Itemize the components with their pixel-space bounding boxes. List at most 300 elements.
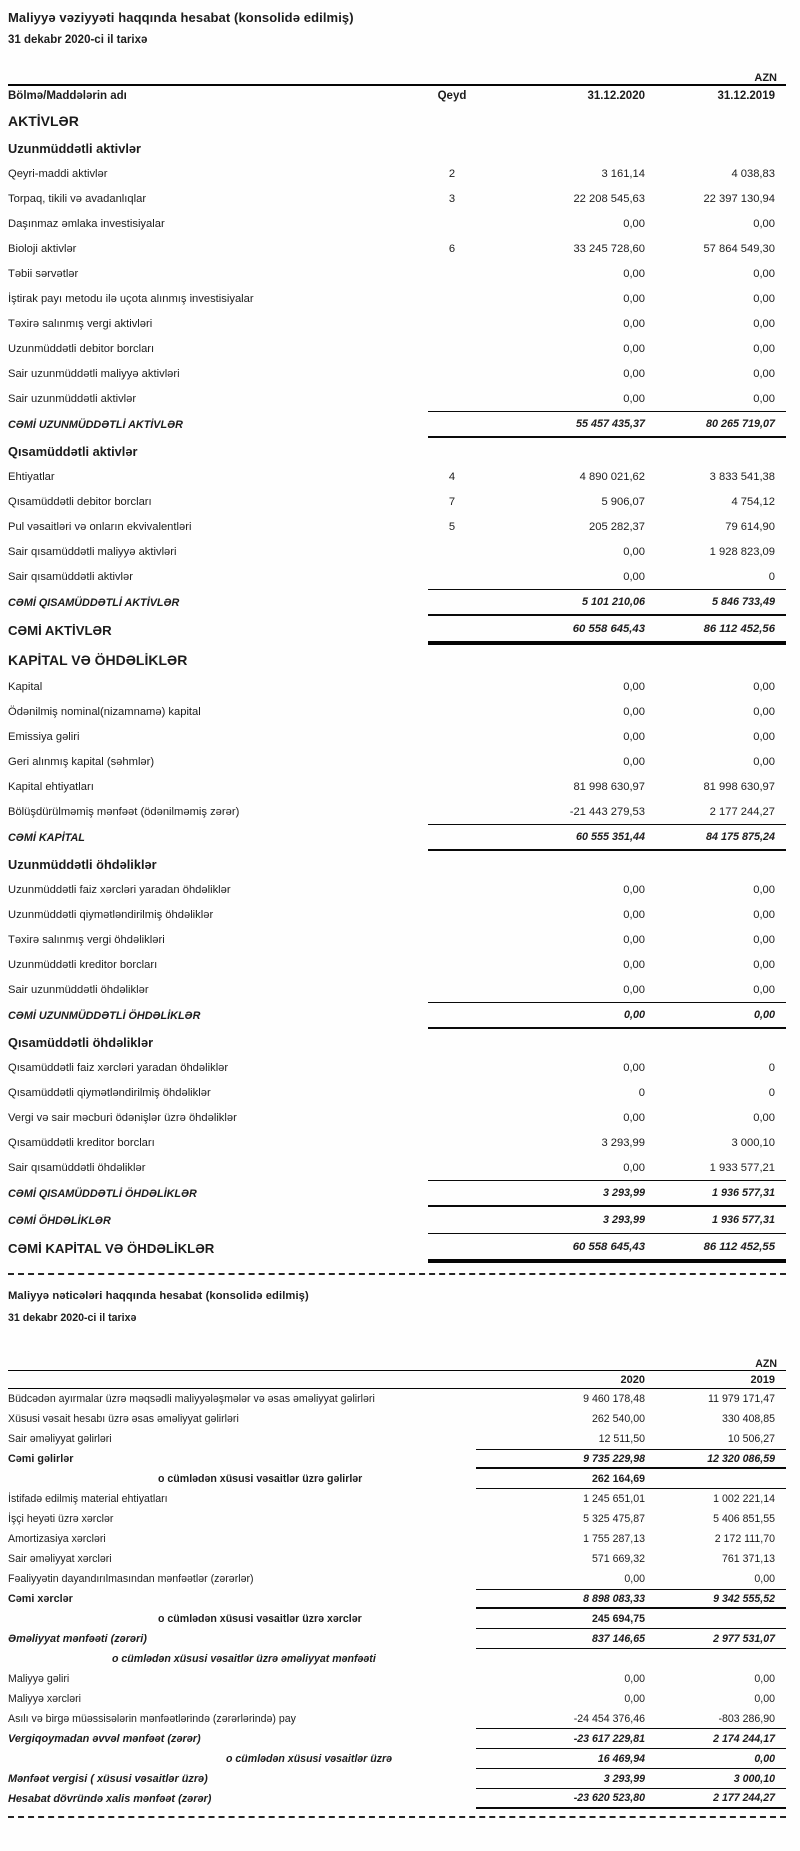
value-2020: 22 208 545,63 xyxy=(573,192,645,205)
table-row xyxy=(8,186,786,211)
row-values xyxy=(428,438,786,464)
row-label: Sair qısamüddətli maliyyə aktivləri xyxy=(8,545,177,558)
row-values xyxy=(428,902,786,927)
row-label: Kapital xyxy=(8,680,43,693)
page-end-divider-dashed xyxy=(8,1816,786,1818)
row-label: Amortizasiya xərcləri xyxy=(8,1533,106,1545)
row-label: Uzunmüddətli faiz xərcləri yaradan öhdəliklər xyxy=(8,883,231,896)
value-2020: 3 293,99 xyxy=(603,1772,645,1785)
table-row xyxy=(8,311,786,336)
table-row xyxy=(8,1729,786,1749)
table-row xyxy=(8,539,786,564)
value-2019: 3 000,10 xyxy=(731,1136,775,1149)
table-row xyxy=(8,1029,786,1055)
row-label: Vergiqoymadan əvvəl mənfəət (zərər) xyxy=(8,1733,201,1745)
row-label: AKTİVLƏR xyxy=(8,112,79,129)
value-2020: 60 558 645,43 xyxy=(572,622,645,635)
table-row xyxy=(8,564,786,589)
table-row xyxy=(8,514,786,539)
value-2020: 3 293,99 xyxy=(602,1214,645,1226)
row-values xyxy=(428,645,786,674)
row-label: CƏMİ UZUNMÜDDƏTLİ AKTİVLƏR xyxy=(8,418,183,431)
row-label: o cümlədən xüsusi vəsaitlər üzrə gəlirlər xyxy=(158,1473,363,1485)
row-label: Uzunmüddətli aktivlər xyxy=(8,140,141,156)
table-row xyxy=(8,1749,786,1769)
value-2020: 16 469,94 xyxy=(597,1752,645,1765)
row-values xyxy=(476,1469,786,1489)
row-label: Uzunmüddətli qiymətləndirilmiş öhdəliklər xyxy=(8,908,214,921)
value-2019: 57 864 549,30 xyxy=(703,242,775,255)
table-row xyxy=(8,1130,786,1155)
table-row xyxy=(8,286,786,311)
note-value: 2 xyxy=(448,167,456,180)
value-2019: 0,00 xyxy=(753,1111,775,1124)
table-row xyxy=(8,699,786,724)
row-label: Torpaq, tikili və avadanlıqlar xyxy=(8,192,147,205)
value-2019: 79 614,90 xyxy=(725,520,775,533)
row-label: Cəmi xərclər xyxy=(8,1593,73,1605)
row-label: o cümlədən xüsusi vəsaitlər üzrə əməliyyat mənfəəti xyxy=(112,1653,376,1665)
value-2019: 80 265 719,07 xyxy=(705,418,775,430)
row-values xyxy=(428,261,786,286)
row-values xyxy=(428,1080,786,1105)
value-2020: 262 164,69 xyxy=(591,1472,645,1485)
value-2020: -23 620 523,80 xyxy=(573,1792,645,1804)
income-statement-date: 31 dekabr 2020-ci il tarixə xyxy=(8,1312,137,1324)
column-header-values xyxy=(428,86,786,106)
row-label: Uzunmüddətli kreditor borcları xyxy=(8,958,158,971)
row-label: İstifadə edilmiş material ehtiyatları xyxy=(8,1493,168,1505)
row-values xyxy=(476,1709,786,1729)
value-2019: 0,00 xyxy=(753,883,775,896)
row-label: Təxirə salınmış vergi öhdəlikləri xyxy=(8,933,165,946)
column-header-2019: 31.12.2019 xyxy=(717,90,775,102)
row-values xyxy=(476,1609,786,1629)
table-row xyxy=(8,927,786,952)
value-2019: 0,00 xyxy=(754,1693,775,1705)
table-row xyxy=(8,1529,786,1549)
value-2020: 0,00 xyxy=(623,705,645,718)
row-values xyxy=(428,977,786,1002)
row-label: Asılı və birgə müəssisələrin mənfəətlərində (zərərlərində) pay xyxy=(8,1713,296,1725)
value-2019: 0,00 xyxy=(753,317,775,330)
value-2019: 10 506,27 xyxy=(727,1433,775,1445)
row-values xyxy=(476,1569,786,1589)
value-2019: 1 936 577,31 xyxy=(711,1214,775,1226)
row-values xyxy=(476,1769,786,1789)
row-values xyxy=(428,361,786,386)
row-label: Qısamüddətli qiymətləndirilmiş öhdəliklər xyxy=(8,1086,211,1099)
row-label: Qısamüddətli faiz xərcləri yaradan öhdəliklər xyxy=(8,1061,229,1074)
value-2020: 5 101 210,06 xyxy=(581,596,645,608)
row-label: o cümlədən xüsusi vəsaitlər üzrə xyxy=(226,1753,393,1765)
value-2020: 0,00 xyxy=(623,267,645,280)
row-values xyxy=(428,135,786,161)
table-row xyxy=(8,1180,786,1207)
value-2019: 22 397 130,94 xyxy=(703,192,775,205)
value-2020: 12 511,50 xyxy=(598,1433,645,1445)
value-2020: 0,00 xyxy=(623,933,645,946)
row-label: Cəmi gəlirlər xyxy=(8,1453,74,1465)
row-values xyxy=(428,927,786,952)
row-values xyxy=(428,386,786,411)
row-label: Bölüşdürülməmiş mənfəət (ödənilməmiş zərər) xyxy=(8,805,240,818)
value-2020: 0,00 xyxy=(623,983,645,996)
row-values xyxy=(476,1509,786,1529)
value-2019: 0,00 xyxy=(753,755,775,768)
currency-label: AZN xyxy=(754,72,777,84)
row-label: Uzunmüddətli öhdəliklər xyxy=(8,856,157,872)
table-row xyxy=(8,1055,786,1080)
table-row xyxy=(8,616,786,645)
value-2019: 11 979 171,47 xyxy=(708,1393,775,1405)
value-2019: 761 371,13 xyxy=(721,1553,775,1565)
row-values xyxy=(428,411,786,438)
row-values xyxy=(428,1155,786,1180)
row-values xyxy=(476,1489,786,1509)
row-values xyxy=(428,1234,786,1263)
value-2019: 4 038,83 xyxy=(731,167,775,180)
table-row xyxy=(8,336,786,361)
table-row xyxy=(8,386,786,411)
row-values xyxy=(428,514,786,539)
row-values xyxy=(428,1055,786,1080)
row-values xyxy=(428,749,786,774)
value-2019: 2 977 531,07 xyxy=(713,1632,775,1645)
table-row xyxy=(8,1589,786,1609)
value-2019: 86 112 452,56 xyxy=(703,622,775,635)
row-label: Sair əməliyyat gəlirləri xyxy=(8,1433,112,1445)
value-2019: 0,00 xyxy=(753,933,775,946)
value-2020: 0,00 xyxy=(623,958,645,971)
value-2020: 0,00 xyxy=(623,883,645,896)
column-header-2019: 2019 xyxy=(750,1373,775,1386)
value-2020: 0,00 xyxy=(623,1009,645,1021)
table-row xyxy=(8,1207,786,1234)
table-row xyxy=(8,438,786,464)
income-statement xyxy=(8,1290,786,1809)
row-values xyxy=(476,1389,786,1409)
value-2020: 81 998 630,97 xyxy=(573,780,645,793)
row-values xyxy=(476,1689,786,1709)
value-2020: 0,00 xyxy=(623,317,645,330)
row-values xyxy=(428,699,786,724)
value-2020: 55 457 435,37 xyxy=(575,418,645,430)
table-row xyxy=(8,1629,786,1649)
value-2019: 3 833 541,38 xyxy=(709,470,775,483)
row-values xyxy=(476,1729,786,1749)
value-2020: 8 898 083,33 xyxy=(583,1592,645,1605)
value-2019: 2 177 244,27 xyxy=(713,1792,775,1804)
row-label: Vergi və sair məcburi ödənişlər üzrə öhdəliklər xyxy=(8,1111,237,1124)
value-2019: 0,00 xyxy=(753,217,775,230)
value-2019: 0,00 xyxy=(753,680,775,693)
value-2020: 0,00 xyxy=(623,570,645,583)
section-divider-dashed xyxy=(8,1273,786,1275)
row-values xyxy=(428,211,786,236)
row-label: Sair uzunmüddətli aktivlər xyxy=(8,392,137,405)
value-2020: 0,00 xyxy=(623,545,645,558)
row-values xyxy=(428,1207,786,1234)
row-label: o cümlədən xüsusi vəsaitlər üzrə xərclər xyxy=(158,1613,362,1625)
table-row xyxy=(8,1002,786,1029)
table-row xyxy=(8,1509,786,1529)
value-2020: 5 906,07 xyxy=(601,495,645,508)
table-row xyxy=(8,211,786,236)
value-2020: 0,00 xyxy=(623,367,645,380)
table-row xyxy=(8,1234,786,1263)
row-label: Təxirə salınmış vergi aktivləri xyxy=(8,317,153,330)
row-label: Qısamüddətli kreditor borcları xyxy=(8,1136,155,1149)
value-2019: 0,00 xyxy=(753,908,775,921)
table-row xyxy=(8,464,786,489)
value-2019: 2 172 111,70 xyxy=(714,1533,775,1545)
table-row xyxy=(8,1389,786,1409)
table-row xyxy=(8,1709,786,1729)
value-2020: 0,00 xyxy=(623,217,645,230)
table-row xyxy=(8,1669,786,1689)
row-label: İştirak payı metodu ilə uçota alınmış investisiyalar xyxy=(8,292,254,305)
value-2020: 0,00 xyxy=(623,392,645,405)
row-values xyxy=(476,1549,786,1569)
note-value: 6 xyxy=(448,242,456,255)
value-2020: 0,00 xyxy=(624,1693,645,1705)
row-label: Əməliyyat mənfəəti (zərəri) xyxy=(8,1633,147,1645)
value-2019: 0,00 xyxy=(753,392,775,405)
value-2020: 0,00 xyxy=(623,1061,645,1074)
value-2020: 262 540,00 xyxy=(591,1413,645,1425)
value-2020: 0,00 xyxy=(623,680,645,693)
row-values xyxy=(428,674,786,699)
value-2020: 0,00 xyxy=(623,1161,645,1174)
table-row xyxy=(8,1549,786,1569)
value-2020: -23 617 229,81 xyxy=(573,1732,645,1745)
row-label: CƏMİ KAPİTAL xyxy=(8,831,85,844)
row-values xyxy=(476,1749,786,1769)
row-values xyxy=(428,161,786,186)
value-2019: 84 175 875,24 xyxy=(705,831,775,843)
table-row xyxy=(8,1155,786,1180)
note-value: 4 xyxy=(448,470,456,483)
table-row xyxy=(8,1409,786,1429)
table-row xyxy=(8,902,786,927)
row-values xyxy=(428,1105,786,1130)
row-label: Büdcədən ayırmalar üzrə məqsədli maliyyələşmələr və əsas əməliyyat gəlirləri xyxy=(8,1393,375,1405)
row-label: Bioloji aktivlər xyxy=(8,242,77,255)
table-row xyxy=(8,135,786,161)
row-values xyxy=(428,589,786,616)
value-2019: 0,00 xyxy=(753,367,775,380)
table-row xyxy=(8,952,786,977)
value-2019: 0 xyxy=(768,1086,775,1099)
value-2019: 0,00 xyxy=(754,1673,775,1685)
row-label: Sair uzunmüddətli maliyyə aktivləri xyxy=(8,367,180,380)
value-2020: 0,00 xyxy=(623,730,645,743)
table-row xyxy=(8,411,786,438)
row-values xyxy=(428,539,786,564)
row-values xyxy=(476,1789,786,1809)
value-2019: 0,00 xyxy=(753,1009,775,1021)
row-label: Mənfəət vergisi ( xüsusi vəsaitlər üzrə) xyxy=(8,1773,208,1785)
row-label: CƏMİ UZUNMÜDDƏTLİ ÖHDƏLİKLƏR xyxy=(8,1009,201,1022)
row-label: Sair qısamüddətli öhdəliklər xyxy=(8,1161,146,1174)
row-label: Fəaliyyətin dayandırılmasından mənfəətlər (zərərlər) xyxy=(8,1573,254,1585)
row-values xyxy=(428,774,786,799)
value-2020: 0,00 xyxy=(623,292,645,305)
row-values xyxy=(428,851,786,877)
table-row xyxy=(8,674,786,699)
value-2019: 330 408,85 xyxy=(721,1413,775,1425)
row-label: Pul vəsaitləri və onların ekvivalentləri xyxy=(8,520,192,533)
row-label: Emissiya gəliri xyxy=(8,730,80,743)
value-2020: 0 xyxy=(638,1086,645,1099)
row-label: Maliyyə xərcləri xyxy=(8,1693,81,1705)
value-2020: 0,00 xyxy=(623,908,645,921)
row-values xyxy=(476,1529,786,1549)
value-2019: 0,00 xyxy=(753,958,775,971)
column-header-2020: 2020 xyxy=(620,1373,645,1386)
value-2019: 12 320 086,59 xyxy=(707,1452,775,1465)
row-label: Hesabat dövründə xalis mənfəət (zərər) xyxy=(8,1793,212,1805)
row-label: Geri alınmış kapital (səhmlər) xyxy=(8,755,155,768)
value-2019: 2 174 244,17 xyxy=(713,1732,775,1745)
row-values xyxy=(428,311,786,336)
row-values xyxy=(428,1002,786,1029)
table-row xyxy=(8,799,786,824)
value-2020: 245 694,75 xyxy=(591,1612,645,1625)
row-values xyxy=(476,1649,786,1669)
row-label: İşçi heyəti üzrə xərclər xyxy=(8,1513,114,1525)
value-2020: 0,00 xyxy=(623,1111,645,1124)
table-row xyxy=(8,774,786,799)
row-label: Qısamüddətli öhdəliklər xyxy=(8,1034,154,1050)
row-values xyxy=(476,1449,786,1469)
value-2019: 9 342 555,52 xyxy=(713,1592,775,1605)
row-values xyxy=(476,1669,786,1689)
row-values xyxy=(428,236,786,261)
row-label: CƏMİ KAPİTAL VƏ ÖHDƏLİKLƏR xyxy=(8,1241,215,1256)
note-value: 3 xyxy=(448,192,456,205)
row-values xyxy=(428,824,786,851)
table-row xyxy=(8,1489,786,1509)
value-2020: 3 293,99 xyxy=(601,1136,645,1149)
row-values xyxy=(476,1409,786,1429)
table-row xyxy=(8,1769,786,1789)
row-values xyxy=(428,489,786,514)
table-row xyxy=(8,1449,786,1469)
row-values xyxy=(428,336,786,361)
row-label: CƏMİ AKTİVLƏR xyxy=(8,623,112,638)
row-label: Ehtiyatlar xyxy=(8,470,55,483)
value-2020: 205 282,37 xyxy=(589,520,645,533)
row-label: Daşınmaz əmlaka investisiyalar xyxy=(8,217,165,230)
table-row xyxy=(8,645,786,674)
row-values xyxy=(428,186,786,211)
row-label: CƏMİ QISAMÜDDƏTLİ ÖHDƏLİKLƏR xyxy=(8,1187,197,1200)
row-label: Qeyri-maddi aktivlər xyxy=(8,167,108,180)
table-row xyxy=(8,851,786,877)
value-2019: 2 177 244,27 xyxy=(709,805,775,818)
income-statement-rows xyxy=(8,1389,786,1809)
value-2019: 0,00 xyxy=(753,292,775,305)
column-header-2020: 31.12.2020 xyxy=(587,90,645,102)
value-2020: 4 890 021,62 xyxy=(579,470,645,483)
table-row xyxy=(8,489,786,514)
row-values xyxy=(428,1029,786,1055)
row-label: Qısamüddətli aktivlər xyxy=(8,443,138,459)
note-value: 5 xyxy=(448,520,456,533)
value-2019: 1 933 577,21 xyxy=(709,1161,775,1174)
table-row xyxy=(8,1469,786,1489)
row-label: CƏMİ ÖHDƏLİKLƏR xyxy=(8,1214,111,1227)
table-row xyxy=(8,1689,786,1709)
value-2019: 1 928 823,09 xyxy=(709,545,775,558)
balance-sheet xyxy=(8,10,786,1263)
column-header-row xyxy=(8,84,786,106)
balance-sheet-title: Maliyyə vəziyyəti haqqında hesabat (konsolidə edilmiş) xyxy=(8,10,354,25)
table-row xyxy=(8,589,786,616)
row-label: Sair qısamüddətli aktivlər xyxy=(8,570,133,583)
value-2019: 0,00 xyxy=(753,983,775,996)
table-row xyxy=(8,877,786,902)
column-header-name: Bölmə/Maddələrin adı xyxy=(8,90,127,102)
row-label: Kapital ehtiyatları xyxy=(8,780,94,793)
value-2020: 5 325 475,87 xyxy=(583,1513,645,1525)
table-row xyxy=(8,1649,786,1669)
value-2019: 5 406 851,55 xyxy=(713,1513,775,1525)
value-2020: 0,00 xyxy=(624,1673,645,1685)
row-label: Xüsusi vəsait hesabı üzrə əsas əməliyyat gəlirləri xyxy=(8,1413,239,1425)
value-2019: 0,00 xyxy=(753,705,775,718)
value-2019: 0,00 xyxy=(753,267,775,280)
row-label: Sair əməliyyat xərcləri xyxy=(8,1553,112,1565)
value-2019: -803 286,90 xyxy=(718,1712,775,1725)
row-values xyxy=(428,799,786,824)
value-2020: 33 245 728,60 xyxy=(573,242,645,255)
value-2019: 5 846 733,49 xyxy=(711,596,775,608)
column-header-values xyxy=(476,1371,786,1388)
value-2019: 0,00 xyxy=(753,342,775,355)
value-2020: 0,00 xyxy=(623,755,645,768)
value-2020: 571 669,32 xyxy=(591,1553,645,1565)
table-row xyxy=(8,1105,786,1130)
row-label: Sair uzunmüddətli öhdəliklər xyxy=(8,983,149,996)
value-2019: 1 936 577,31 xyxy=(711,1187,775,1199)
value-2020: 1 755 287,13 xyxy=(583,1533,645,1545)
table-row xyxy=(8,1080,786,1105)
column-header-row xyxy=(8,1370,786,1389)
row-values xyxy=(476,1429,786,1449)
row-label: Uzunmüddətli debitor borcları xyxy=(8,342,155,355)
table-row xyxy=(8,1569,786,1589)
row-values xyxy=(428,564,786,589)
row-values xyxy=(476,1589,786,1609)
value-2020: 0,00 xyxy=(624,1573,645,1585)
row-values xyxy=(428,952,786,977)
note-value: 7 xyxy=(448,495,456,508)
row-values xyxy=(428,1130,786,1155)
value-2020: 9 735 229,98 xyxy=(583,1452,645,1465)
table-row xyxy=(8,977,786,1002)
value-2019: 0 xyxy=(768,1061,775,1074)
table-row xyxy=(8,106,786,135)
table-row xyxy=(8,261,786,286)
row-label: Ödənilmiş nominal(nizamnamə) kapital xyxy=(8,705,201,718)
table-row xyxy=(8,824,786,851)
row-label: Maliyyə gəliri xyxy=(8,1673,70,1685)
table-row xyxy=(8,236,786,261)
row-values xyxy=(428,286,786,311)
